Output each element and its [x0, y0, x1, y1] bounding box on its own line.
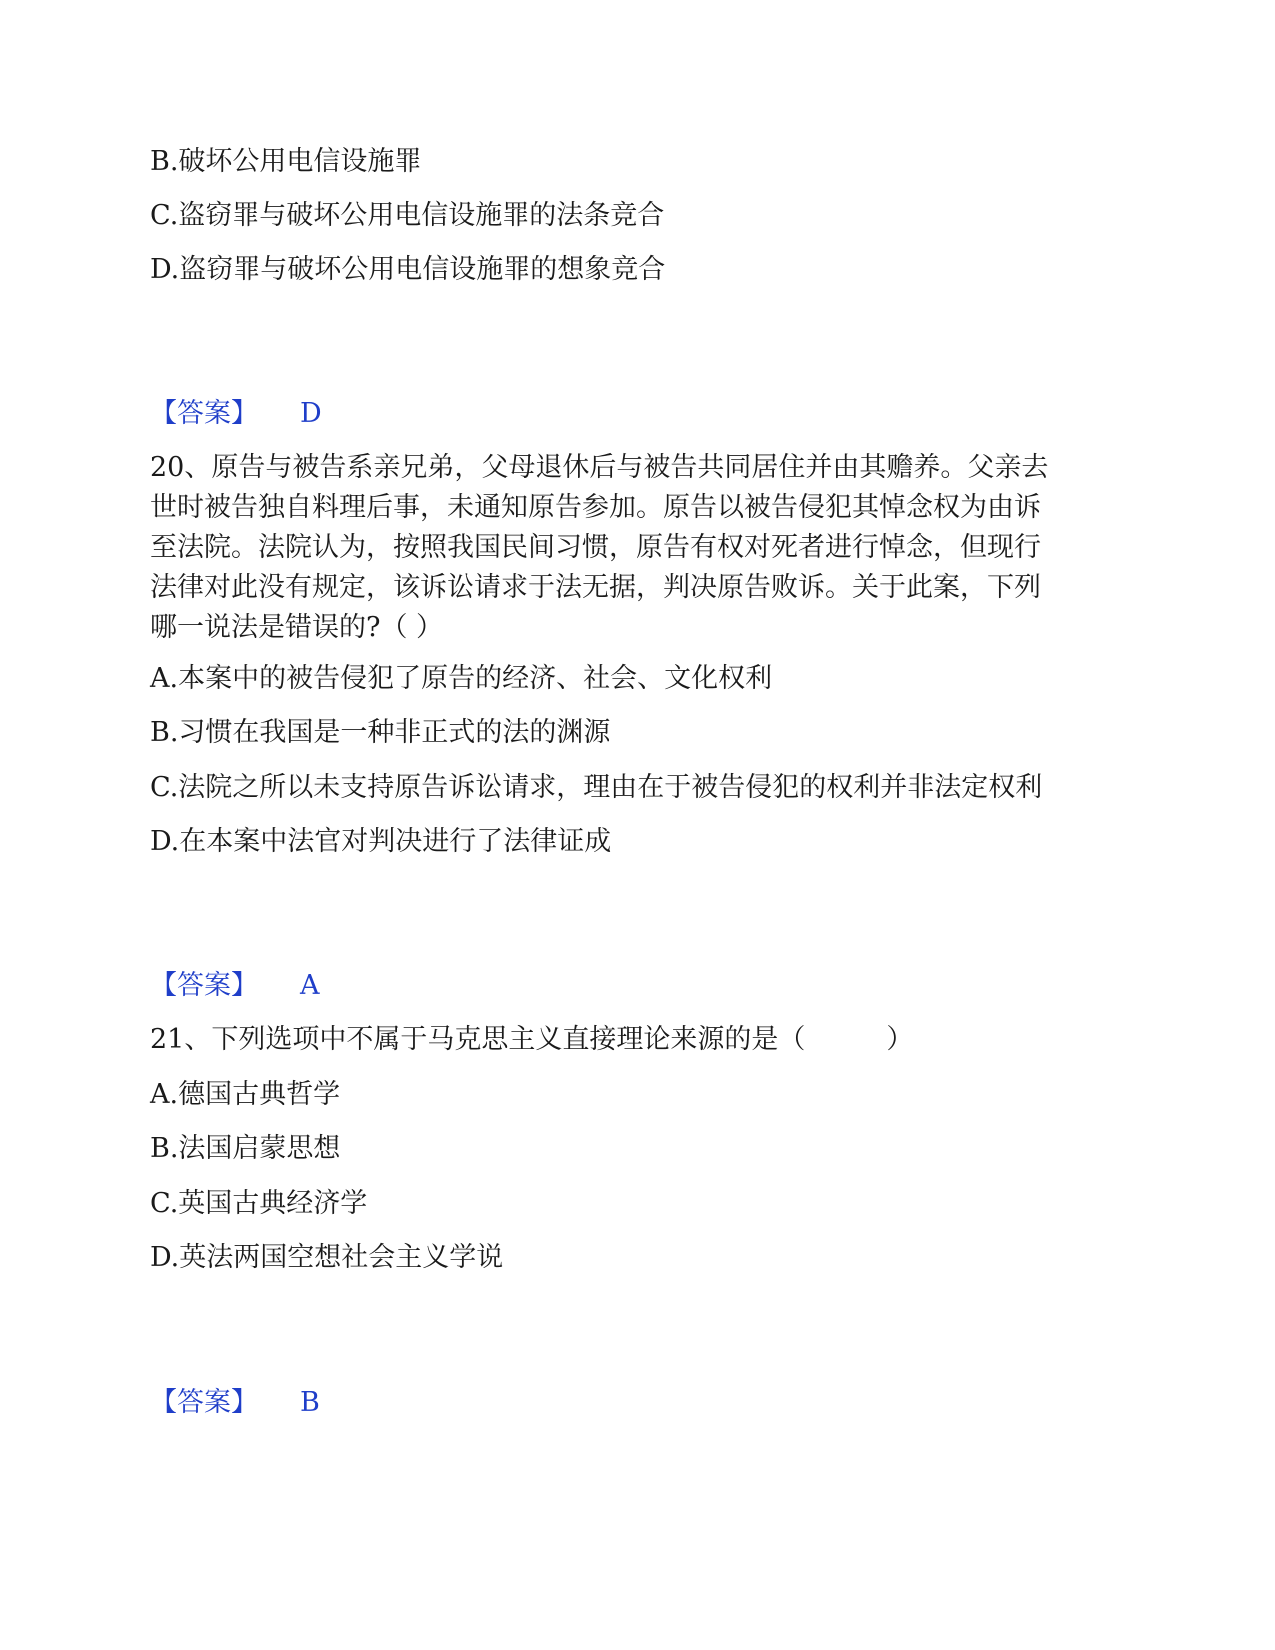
q19-option-c: C.盗窃罪与破坏公用电信设施罪的法条竞合	[150, 200, 665, 231]
q20-option-d: D.在本案中法官对判决进行了法律证成	[150, 826, 612, 857]
q20-stem-line: 哪一说法是错误的?（ ）	[150, 612, 444, 643]
q21-option-a: A.德国古典哲学	[150, 1079, 341, 1110]
q20-stem-line: 至法院。法院认为，按照我国民间习惯，原告有权对死者进行悼念，但现行	[150, 532, 1041, 563]
q19-option-d: D.盗窃罪与破坏公用电信设施罪的想象竞合	[150, 254, 666, 285]
answer-label: 【答案】	[150, 970, 258, 1001]
answer-value: A	[300, 970, 320, 1001]
q21-option-c: C.英国古典经济学	[150, 1188, 368, 1219]
q20-stem	[150, 448, 1110, 648]
q20-option-b: B.习惯在我国是一种非正式的法的渊源	[150, 717, 611, 748]
q20-stem-line: 20、原告与被告系亲兄弟，父母退休后与被告共同居住并由其赡养。父亲去	[150, 452, 1049, 483]
answer-label: 【答案】	[150, 398, 258, 429]
q21-option-b: B.法国启蒙思想	[150, 1133, 341, 1164]
q20-answer	[150, 966, 320, 1006]
q19-option-b: B.破坏公用电信设施罪	[150, 146, 422, 177]
q20-option-c: C.法院之所以未支持原告诉讼请求，理由在于被告侵犯的权利并非法定权利	[150, 772, 1043, 803]
q20-option-a: A.本案中的被告侵犯了原告的经济、社会、文化权利	[150, 663, 773, 694]
q20-stem-line: 世时被告独自料理后事，未通知原告参加。原告以被告侵犯其悼念权为由诉	[150, 492, 1041, 523]
answer-value: B	[300, 1387, 320, 1418]
q21-option-d: D.英法两国空想社会主义学说	[150, 1242, 504, 1273]
answer-label: 【答案】	[150, 1387, 258, 1418]
q21-answer	[150, 1383, 320, 1423]
q19-answer	[150, 394, 322, 434]
q21-stem: 21、下列选项中不属于马克思主义直接理论来源的是（ ）	[150, 1024, 914, 1055]
q20-stem-line: 法律对此没有规定，该诉讼请求于法无据，判决原告败诉。关于此案，下列	[150, 572, 1041, 603]
answer-value: D	[300, 398, 322, 429]
